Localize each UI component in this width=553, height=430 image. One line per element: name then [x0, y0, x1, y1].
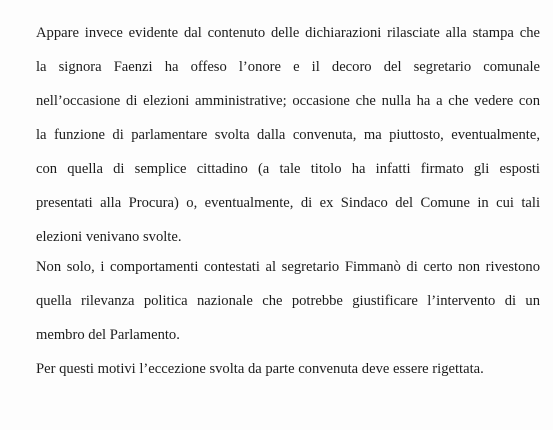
text-line: la signora Faenzi ha offeso l’onore e il decoro del segretario comunale	[36, 59, 540, 75]
paragraph-1	[36, 20, 540, 254]
text-line: Non solo, i comportamenti contestati al segretario Fimmanò di certo non rivestono	[36, 259, 540, 275]
text-line: la funzione di parlamentare svolta dalla convenuta, ma piuttosto, eventualmente,	[36, 127, 540, 143]
paragraph-2	[36, 254, 540, 356]
text-line: nell’occasione di elezioni amministrative; occasione che nulla ha a che vedere con	[36, 93, 540, 109]
text-line: quella rilevanza politica nazionale che potrebbe giustificare l’intervento di un	[36, 293, 540, 309]
text-line: Per questi motivi l’eccezione svolta da parte convenuta deve essere rigettata.	[36, 361, 484, 377]
text-line: membro del Parlamento.	[36, 327, 180, 343]
text-line: Appare invece evidente dal contenuto delle dichiarazioni rilasciate alla stampa che	[36, 25, 540, 41]
paragraph-3	[36, 356, 540, 390]
document-body	[36, 20, 540, 390]
text-line: presentati alla Procura) o, eventualmente, di ex Sindaco del Comune in cui tali	[36, 195, 540, 211]
text-line: elezioni venivano svolte.	[36, 229, 182, 245]
text-line: con quella di semplice cittadino (a tale titolo ha infatti firmato gli esposti	[36, 161, 540, 177]
